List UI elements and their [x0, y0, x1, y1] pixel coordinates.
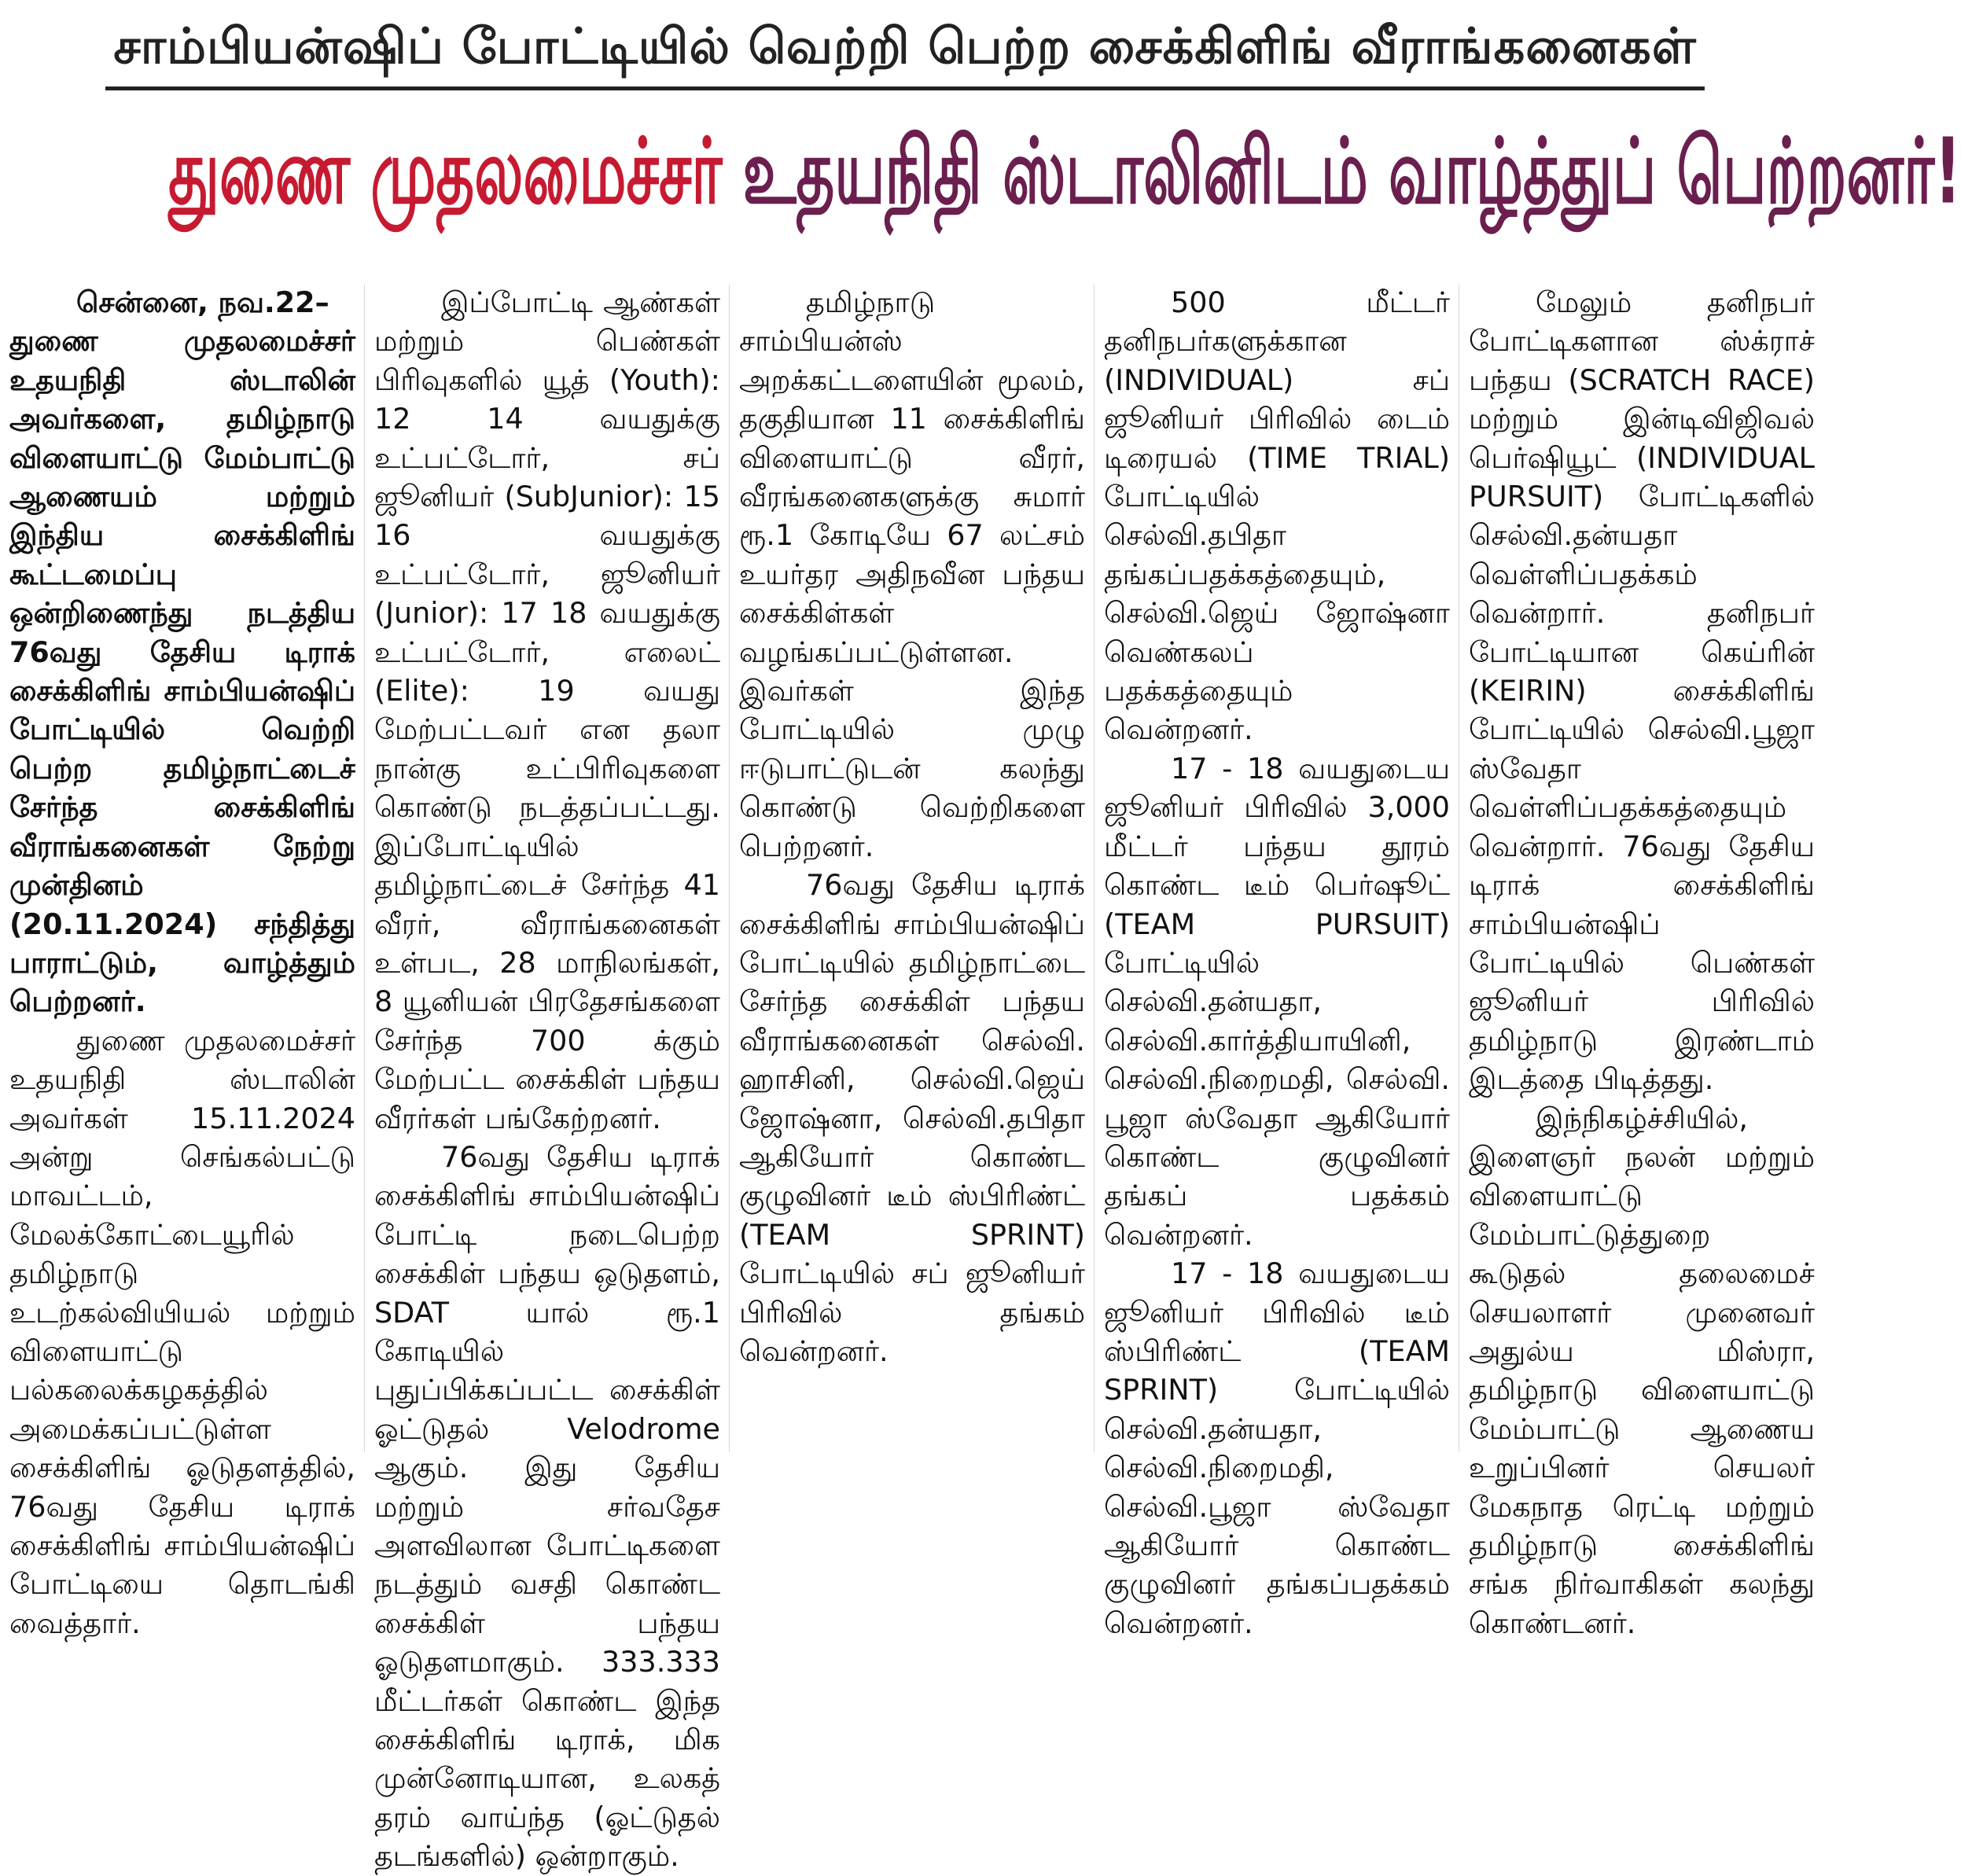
column-4 [1104, 283, 1450, 1640]
kicker-headline [0, 17, 1810, 90]
paragraph: 76வது தேசிய டிராக் சைக்கிளிங் சாம்பியன்ஷிப் போட்டியில் தமிழ்நாட்டை சேர்ந்த சைக்கிள் பந்தய வீராங்கனைகள் செல்வி. ஹாசினி, செல்வி.ஜெய் ஜோஷ்னா, செல்வி.தபிதா ஆகியோர் கொண்ட குழுவினர் டீம் ஸ்பிரிண்ட் (TEAM SPRINT) போட்டியில் சப் ஜூனியர் பிரிவில் தங்கம் வென்றனர். [739, 868, 1085, 1368]
column-5 [1469, 283, 1815, 1640]
paragraph: துணை முதலமைச்சர் உதயநிதி ஸ்டாலின் அவர்கள் 15.11.2024 அன்று செங்கல்பட்டு மாவட்டம், மேலக்கோட்டையூரில் தமிழ்நாடு உடற்கல்வியியல் மற்றும் விளையாட்டு பல்கலைக்கழகத்தில் அமைக்கப்பட்டுள்ள சைக்கிளிங் ஓடுதளத்தில், 76வது தேசிய டிராக் சைக்கிளிங் சாம்பியன்ஷிப் போட்டியை தொடங்கி வைத்தார். [9, 1023, 355, 1640]
column-2 [374, 283, 720, 1874]
paragraph: இப்போட்டி ஆண்கள் மற்றும் பெண்கள் பிரிவுகளில் யூத் (Youth): 12 14 வயதுக்கு உட்பட்டோர், சப் ஜூனியர் (SubJunior): 15 16 வயதுக்கு உட்பட்டோர், ஜூனியர் (Junior): 17 18 வயதுக்கு உட்பட்டோர், எலைட் (Elite): 19 வயது மேற்பட்டவர் என தலா நான்கு உட்பிரிவுகளை கொண்டு நடத்தப்பட்டது. இப்போட்டியில் தமிழ்நாட்டைச் சேர்ந்த 41 வீரர், வீராங்கனைகள் உள்பட, 28 மாநிலங்கள், 8 யூனியன் பிரதேசங்களை சேர்ந்த 700 க்கும் மேற்பட்ட சைக்கிள் பந்தய வீரர்கள் பங்கேற்றனர். [374, 285, 720, 1135]
column-1 [9, 283, 355, 1640]
main-headline [168, 119, 1961, 224]
paragraph: மேலும் தனிநபர் போட்டிகளான ஸ்க்ராச் பந்தய (SCRATCH RACE) மற்றும் இன்டிவிஜிவல் பெர்ஷியூட் (INDIVIDUAL PURSUIT) போட்டிகளில் செல்வி.தன்யதா வெள்ளிப்பதக்கம் வென்றார். தனிநபர் போட்டியான கெய்ரின் (KEIRIN) சைக்கிளிங் போட்டியில் செல்வி.பூஜா ஸ்வேதா வெள்ளிப்பதக்கத்தையும் வென்றார். 76வது தேசிய டிராக் சைக்கிளிங் சாம்பியன்ஷிப் போட்டியில் பெண்கள் ஜூனியர் பிரிவில் தமிழ்நாடு இரண்டாம் இடத்தை பிடித்தது. [1469, 285, 1815, 1097]
paragraph: 76வது தேசிய டிராக் சைக்கிளிங் சாம்பியன்ஷிப் போட்டி நடைபெற்ற சைக்கிள் பந்தய ஒடுதளம், SDAT யால் ரூ.1 கோடியில் புதுப்பிக்கப்பட்ட சைக்கிள் ஓட்டுதல் Velodrome ஆகும். இது தேசிய மற்றும் சர்வதேச அளவிலான போட்டிகளை நடத்தும் வசதி கொண்ட சைக்கிள் பந்தய ஓடுதளமாகும். 333.333 மீட்டர்கள் கொண்ட இந்த சைக்கிளிங் டிராக், மிக முன்னோடியான, உலகத் தரம் வாய்ந்த (ஓட்டுதல் தடங்களில்) ஒன்றாகும். [374, 1139, 720, 1874]
dateline: சென்னை, நவ.22– [76, 285, 329, 319]
paragraph: 17 - 18 வயதுடைய ஜூனியர் பிரிவில் 3,000 மீட்டர் பந்தய தூரம் கொண்ட டீம் பெர்ஷூட் (TEAM PURSUIT) போட்டியில் செல்வி.தன்யதா, செல்வி.கார்த்தியாயினி, செல்வி.நிறைமதி, செல்வி. பூஜா ஸ்வேதா ஆகியோர் கொண்ட குழுவினர் தங்கப் பதக்கம் வென்றனர். [1104, 751, 1450, 1252]
article-body [0, 283, 1815, 1874]
lead-paragraph: துணை முதலமைச்சர் உதயநிதி ஸ்டாலின் அவர்களை, தமிழ்நாடு விளையாட்டு மேம்பாட்டு ஆணையம் மற்றும் இந்திய சைக்கிளிங் கூட்டமைப்பு ஒன்றிணைந்து நடத்திய 76வது தேசிய டிராக் சைக்கிளிங் சாம்பியன்ஷிப் போட்டியில் வெற்றி பெற்ற தமிழ்நாட்டைச் சேர்ந்த சைக்கிளிங் வீராங்கனைகள் நேற்று முன்தினம் (20.11.2024) சந்தித்து பாராட்டும், வாழ்த்தும் பெற்றனர். [9, 324, 355, 1019]
column-3 [739, 283, 1085, 1455]
headline-part-1: துணை முதலமைச்சர் [168, 119, 723, 224]
paragraph: தமிழ்நாடு சாம்பியன்ஸ் அறக்கட்டளையின் மூலம், தகுதியான 11 சைக்கிளிங் விளையாட்டு வீரர், வீரங்கனைகளுக்கு சுமார் ரூ.1 கோடியே 67 லட்சம் உயர்தர அதிநவீன பந்தய சைக்கிள்கள் வழங்கப்பட்டுள்ளன. இவர்கள் இந்த போட்டியில் முழு ஈடுபாட்டுடன் கலந்து கொண்டு வெற்றிகளை பெற்றனர். [739, 285, 1085, 863]
kicker-text: சாம்பியன்ஷிப் போட்டியில் வெற்றி பெற்ற சைக்கிளிங் வீராங்கனைகள் [105, 17, 1704, 90]
paragraph: 17 - 18 வயதுடைய ஜூனியர் பிரிவில் டீம் ஸ்பிரிண்ட் (TEAM SPRINT) போட்டியில் செல்வி.தன்யதா, செல்வி.நிறைமதி, செல்வி.பூஜா ஸ்வேதா ஆகியோர் கொண்ட குழுவினர் தங்கப்பதக்கம் வென்றனர். [1104, 1256, 1450, 1640]
paragraph: இந்நிகழ்ச்சியில், இளைஞர் நலன் மற்றும் விளையாட்டு மேம்பாட்டுத்துறை கூடுதல் தலைமைச் செயலாளர் முனைவர் அதுல்ய மிஸ்ரா, தமிழ்நாடு விளையாட்டு மேம்பாட்டு ஆணைய உறுப்பினர் செயலர் மேகநாத ரெட்டி மற்றும் தமிழ்நாடு சைக்கிளிங் சங்க நிர்வாகிகள் கலந்து கொண்டனர். [1469, 1101, 1815, 1640]
headline-part-2: உதயநிதி ஸ்டாலினிடம் வாழ்த்துப் பெற்றனர்! [742, 119, 1961, 224]
paragraph: 500 மீட்டர் தனிநபர்களுக்கான (INDIVIDUAL) சப் ஜூனியர் பிரிவில் டைம் டிரையல் (TIME TRIAL) போட்டியில் செல்வி.தபிதா தங்கப்பதக்கத்தையும், செல்வி.ஜெய் ஜோஷ்னா வெண்கலப் பதக்கத்தையும் வென்றனர். [1104, 285, 1450, 747]
